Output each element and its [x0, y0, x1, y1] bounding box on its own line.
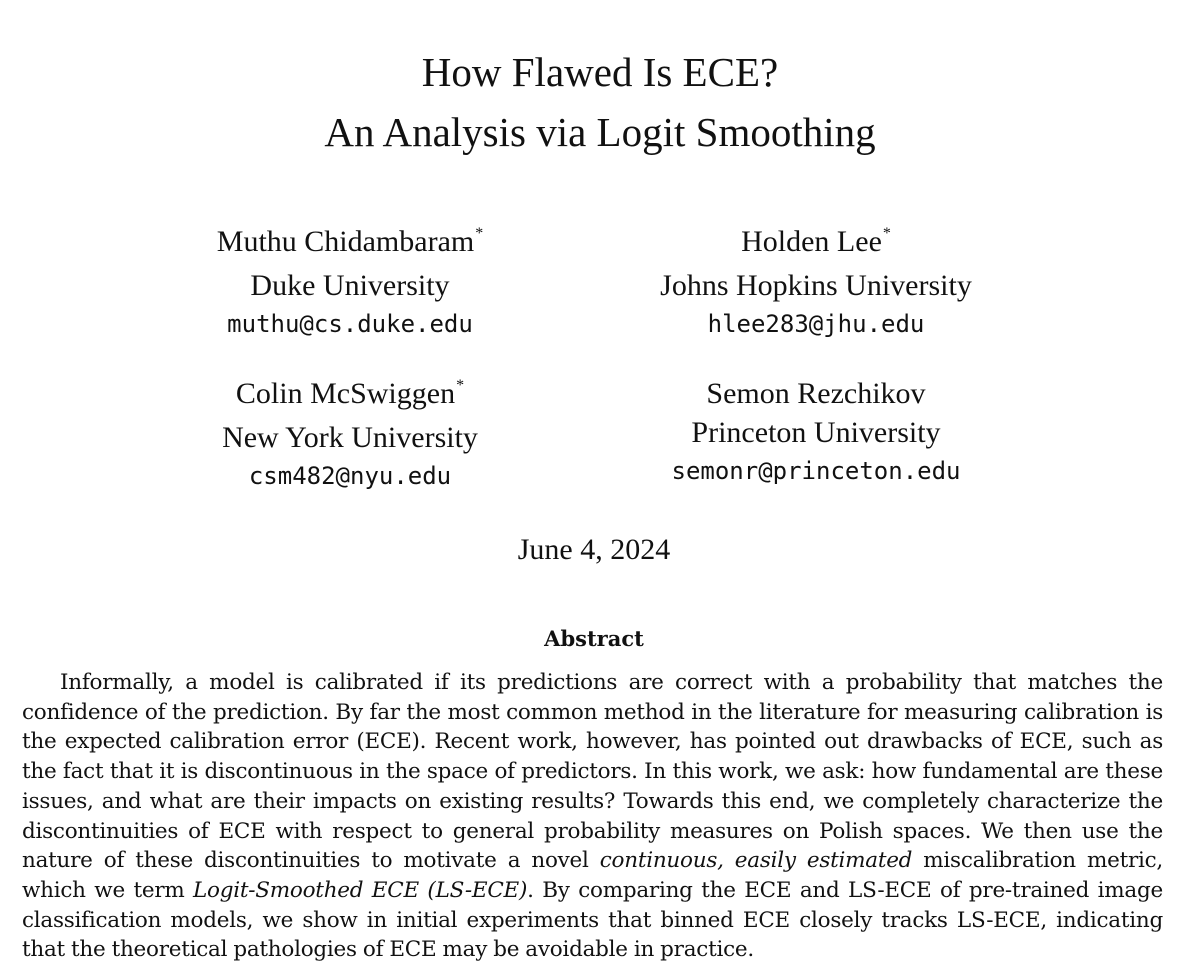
equal-contribution-mark: * [882, 225, 891, 242]
author-affiliation: Johns Hopkins University [660, 269, 972, 302]
author-name: Colin McSwiggen* [235, 377, 465, 410]
author-block-4 [586, 374, 1046, 491]
author-block-1 [120, 222, 580, 344]
author-name: Holden Lee* [741, 225, 891, 258]
paper-date: June 4, 2024 [517, 533, 671, 566]
author-affiliation: New York University [222, 421, 478, 454]
author-affiliation: Duke University [250, 269, 450, 302]
abstract-text-3: . By comparing the ECE and LS-ECE of pre-trained image classification models, we show in initial experiments that binned ECE closely tracks LS-ECE, indicating that the theoretical pathologies of ECE may be avoidable in practice. [22, 877, 1163, 963]
title-line-1: How Flawed Is ECE? [421, 49, 779, 95]
equal-contribution-mark: * [456, 377, 465, 394]
author-email[interactable]: semonr@princeton.edu [671, 457, 961, 485]
author-block-2 [586, 222, 1046, 344]
paper-title [0, 42, 1200, 162]
author-block-3 [120, 374, 580, 496]
abstract-text-2: miscalibration metric, which we term [22, 848, 1163, 903]
author-name: Semon Rezchikov [706, 377, 926, 410]
author-affiliation: Princeton University [691, 416, 941, 449]
author-name: Muthu Chidambaram* [216, 225, 484, 258]
abstract-emphasis-2: Logit-Smoothed ECE (LS-ECE) [193, 877, 528, 903]
author-email[interactable]: hlee283@jhu.edu [707, 310, 925, 338]
abstract-heading: Abstract [544, 626, 644, 651]
title-line-2: An Analysis via Logit Smoothing [324, 109, 876, 155]
author-email[interactable]: muthu@cs.duke.edu [227, 310, 473, 338]
author-email[interactable]: csm482@nyu.edu [248, 462, 452, 490]
abstract-body [22, 668, 1163, 965]
abstract-emphasis-1: continuous, easily estimated [599, 848, 913, 874]
equal-contribution-mark: * [475, 225, 484, 242]
abstract-text-1: Informally, a model is calibrated if its predictions are correct with a probability that matches the confidence of the prediction. By far the most common method in the literature for measuring calibration is the expected calibration error (ECE). Recent work, however, has pointed out drawbacks of ECE, such as the fact that it is discontinuous in the space of predictors. In this work, we ask: how fundamental are these issues, and what are their impacts on existing results? Towards this end, we completely characterize the discontinuities of ECE with respect to general probability measures on Polish spaces. We then use the nature of these discontinuities to motivate a novel [22, 670, 1163, 874]
